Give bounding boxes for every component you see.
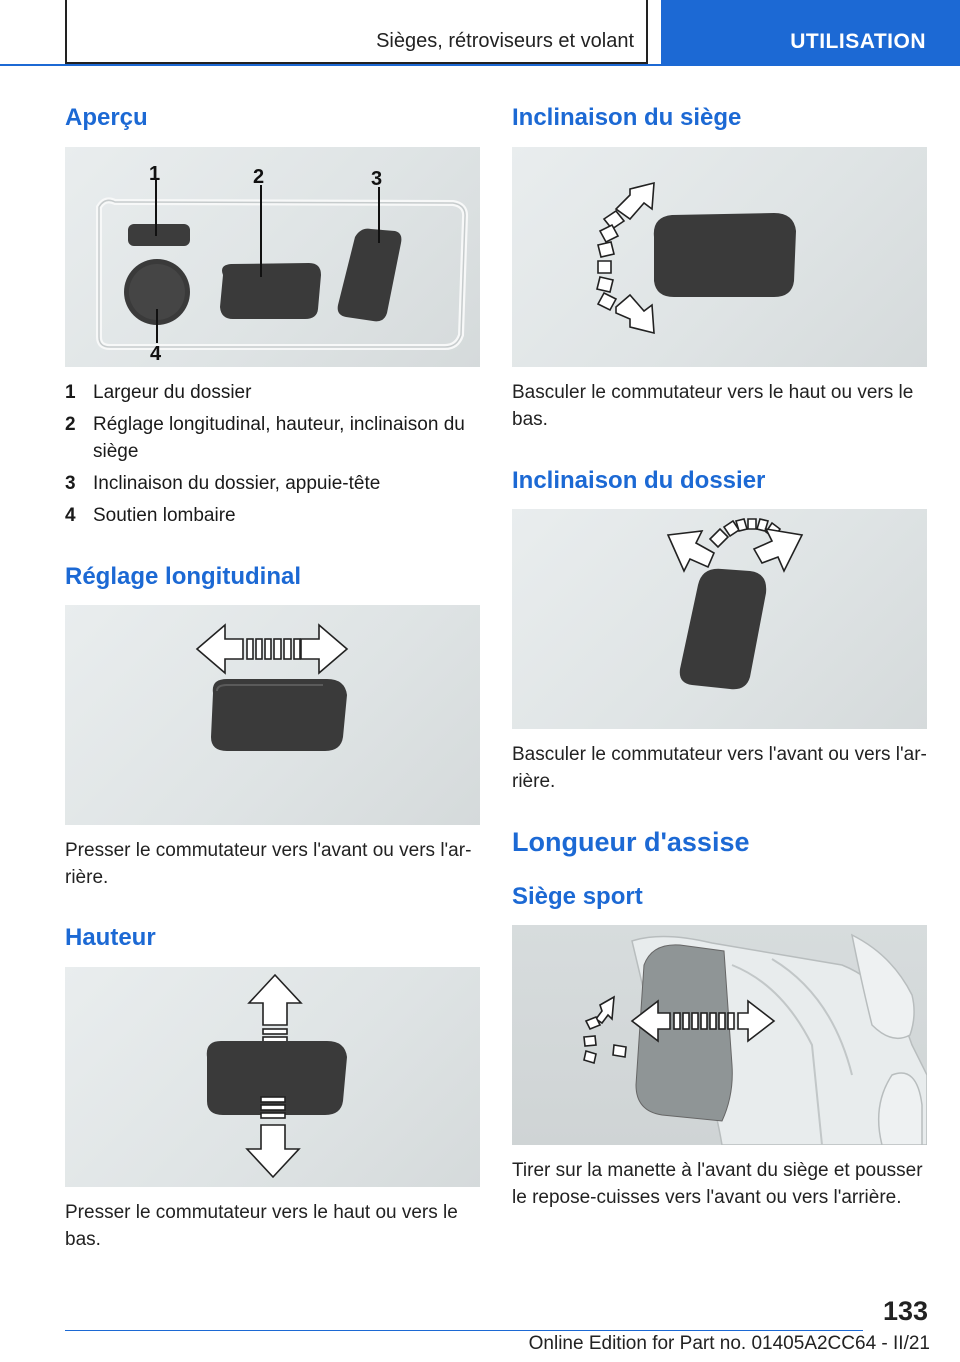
header-section-box <box>65 0 648 64</box>
callout-2: 2 <box>253 166 265 188</box>
legend-item <box>65 470 480 497</box>
legend-item <box>65 502 480 529</box>
seat-tilt-heading: Inclinaison du siège <box>512 104 742 131</box>
header-rule <box>0 64 960 66</box>
legend-number: 2 <box>65 414 76 435</box>
callout-1: 1 <box>149 163 161 185</box>
header-section-title: Sièges, rétroviseurs et volant <box>376 30 634 52</box>
backrest-tilt-image <box>512 509 927 729</box>
legend-text: Réglage longitudinal, hauteur, inclinaison du siège <box>93 414 465 462</box>
height-heading: Hauteur <box>65 924 156 951</box>
footer-edition: Online Edition for Part no. 01405A2CC64 - II/21 <box>528 1333 930 1354</box>
footer-rule <box>65 1330 863 1331</box>
page-number: 133 <box>882 1296 928 1326</box>
longitudinal-heading: Réglage longitudinal <box>65 563 302 590</box>
legend-number: 1 <box>65 382 76 403</box>
legend-item <box>65 379 480 406</box>
height-adjust-image <box>65 967 480 1187</box>
seat-controls-overview-image <box>65 147 480 367</box>
callout-4: 4 <box>150 343 162 365</box>
legend-number: 3 <box>65 473 76 494</box>
backrest-tilt-instruction: Basculer le commutateur vers l'avant ou vers l'ar‐rière. <box>512 744 927 792</box>
sport-seat-image <box>512 925 927 1145</box>
legend-number: 4 <box>65 505 76 526</box>
legend-text: Soutien lombaire <box>93 505 236 526</box>
height-instruction: Presser le commutateur vers le haut ou vers le bas. <box>65 1202 458 1250</box>
header-chapter-tab[interactable] <box>661 0 960 66</box>
legend-text: Inclinaison du dossier, appuie-tête <box>93 473 381 494</box>
overview-heading: Aperçu <box>65 104 148 131</box>
overview-legend <box>65 379 480 534</box>
callout-3: 3 <box>371 168 383 190</box>
sport-seat-instruction: Tirer sur la manette à l'avant du siège et pousser le repose-cuisses vers l'avant ou vers l'arrière. <box>512 1160 923 1208</box>
legend-text: Largeur du dossier <box>93 382 252 403</box>
longitudinal-instruction: Presser le commutateur vers l'avant ou vers l'ar‐rière. <box>65 840 472 888</box>
seat-tilt-image <box>512 147 927 367</box>
seat-tilt-instruction: Basculer le commutateur vers le haut ou vers le bas. <box>512 382 914 430</box>
legend-item <box>65 411 480 465</box>
seat-length-heading: Longueur d'assise <box>512 827 750 857</box>
sport-seat-heading: Siège sport <box>512 883 643 910</box>
header-chapter-label: UTILISATION <box>790 30 926 53</box>
backrest-tilt-heading: Inclinaison du dossier <box>512 467 766 494</box>
longitudinal-adjust-image <box>65 605 480 825</box>
